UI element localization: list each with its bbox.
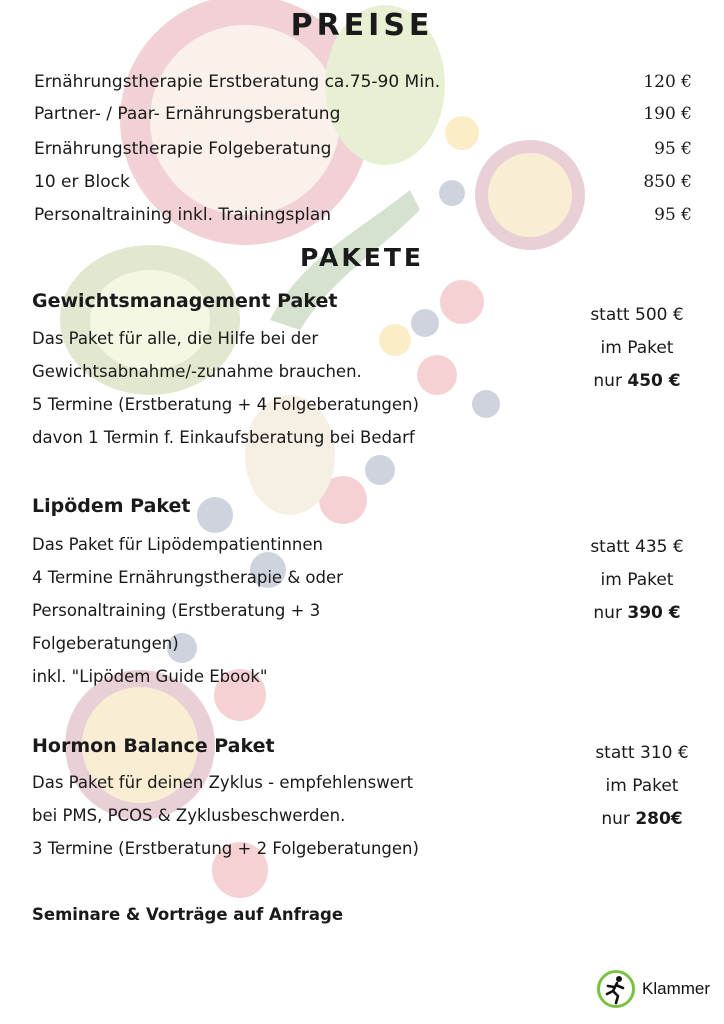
price-amount: 95 €	[654, 139, 692, 159]
package-in-package-label: im Paket	[600, 338, 674, 358]
package-now-price: 280€	[635, 809, 683, 829]
package-price	[567, 531, 707, 630]
package-description	[32, 766, 532, 865]
package-now-prefix: nur	[593, 603, 622, 623]
page-title: PREISE	[290, 8, 434, 43]
package-description-line: bei PMS, PCOS & Zyklusbeschwerden.	[32, 806, 346, 825]
package-title: Lipödem Paket	[32, 495, 191, 517]
package-old-price: statt 435 €	[590, 537, 684, 557]
package-description-line: Das Paket für deinen Zyklus - empfehlenswert	[32, 773, 414, 792]
package-price	[567, 299, 707, 398]
price-row	[34, 66, 692, 98]
price-amount: 190 €	[643, 104, 692, 124]
package-title: Gewichtsmanagement Paket	[32, 290, 338, 312]
price-label: Partner- / Paar- Ernährungsberatung	[34, 104, 341, 124]
package-now-price: 390 €	[627, 603, 681, 623]
package-description-line: Personaltraining (Erstberatung + 3	[32, 601, 321, 620]
package-description	[32, 322, 532, 454]
package-description-line: Das Paket für Lipödempatientinnen	[32, 535, 323, 554]
package-title: Hormon Balance Paket	[32, 735, 275, 757]
price-amount: 95 €	[654, 205, 692, 225]
price-amount: 120 €	[643, 72, 692, 92]
logo-text: Klammer	[642, 979, 711, 998]
price-row	[34, 166, 692, 198]
package-description-line: 5 Termine (Erstberatung + 4 Folgeberatungen)	[32, 395, 419, 414]
package-description-line: 3 Termine (Erstberatung + 2 Folgeberatungen)	[32, 839, 419, 858]
runner-icon	[596, 969, 636, 1009]
package-old-price: statt 500 €	[590, 305, 684, 325]
package-now-prefix: nur	[601, 809, 630, 829]
package-description-line: inkl. "Lipödem Guide Ebook"	[32, 667, 268, 686]
price-label: 10 er Block	[34, 172, 130, 192]
price-amount: 850 €	[643, 172, 692, 192]
package-in-package-label: im Paket	[600, 570, 674, 590]
package-description-line: 4 Termine Ernährungstherapie & oder	[32, 568, 343, 587]
price-row	[34, 98, 692, 130]
price-label: Ernährungstherapie Erstberatung ca.75-90 Min.	[34, 72, 441, 92]
price-row	[34, 199, 692, 231]
package-description-line: Das Paket für alle, die Hilfe bei der	[32, 329, 319, 348]
package-description	[32, 528, 532, 693]
price-label: Personaltraining inkl. Trainingsplan	[34, 205, 332, 225]
package-now-prefix: nur	[593, 371, 622, 391]
seminars-note: Seminare & Vorträge auf Anfrage	[32, 905, 344, 924]
package-description-line: davon 1 Termin f. Einkaufsberatung bei Bedarf	[32, 428, 415, 447]
brand-logo	[596, 968, 710, 1010]
package-description-line: Gewichtsabnahme/-zunahme brauchen.	[32, 362, 362, 381]
price-row	[34, 133, 692, 165]
package-old-price: statt 310 €	[595, 743, 689, 763]
package-description-line: Folgeberatungen)	[32, 634, 179, 653]
package-in-package-label: im Paket	[605, 776, 679, 796]
packages-heading: PAKETE	[300, 243, 424, 272]
package-price	[572, 737, 712, 836]
price-label: Ernährungstherapie Folgeberatung	[34, 139, 332, 159]
package-now-price: 450 €	[627, 371, 681, 391]
